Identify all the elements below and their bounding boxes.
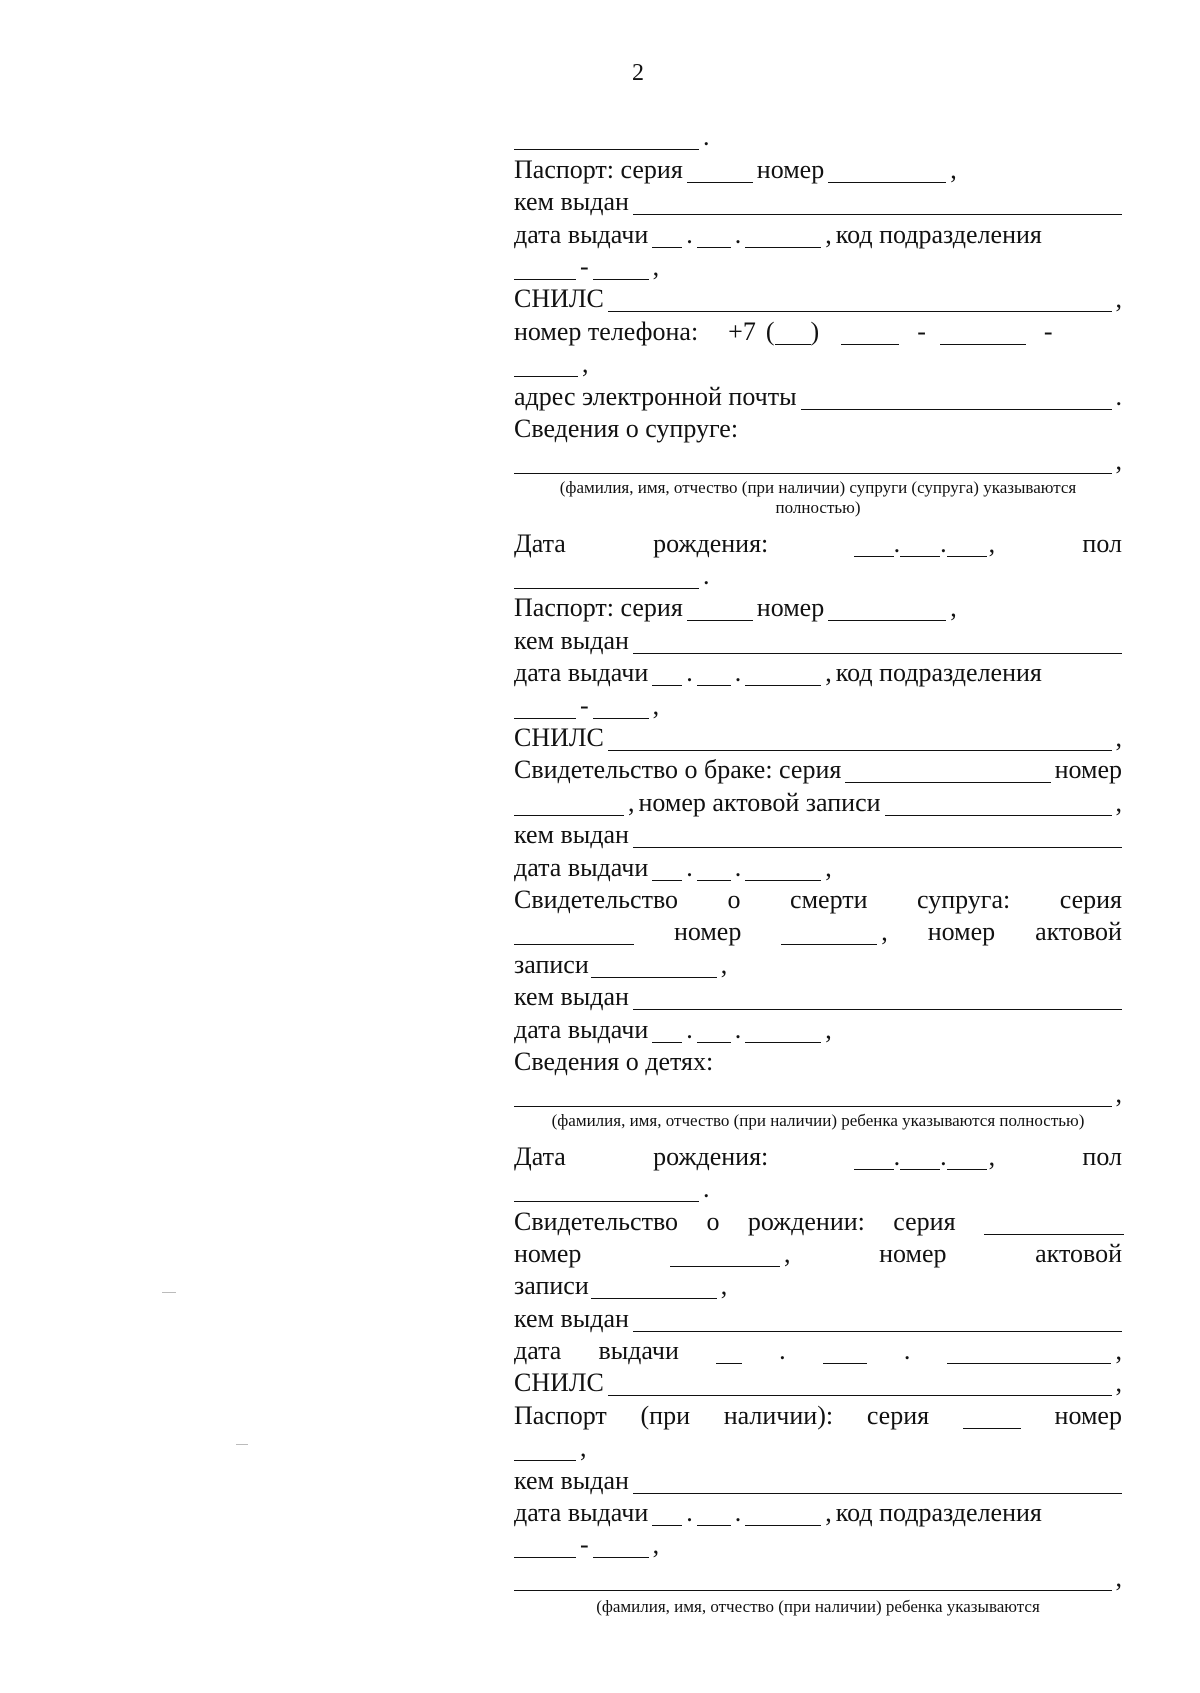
child-issue-month-field[interactable]	[697, 1505, 731, 1526]
birth-cert-series-field[interactable]	[984, 1214, 1124, 1235]
applicant-phone-continuation-line: ,	[512, 345, 1124, 377]
phone-prefix: +7	[728, 316, 756, 346]
death-cert-number-field[interactable]	[781, 924, 877, 945]
death-cert-number-line: номер , номер актовой	[512, 913, 1124, 945]
marriage-cert-series-field[interactable]	[845, 762, 1050, 783]
child-sex-field[interactable]	[514, 1181, 699, 1202]
child-division-code-line: - ,	[512, 1526, 1124, 1558]
spouse-division-code-part2-field[interactable]	[593, 698, 649, 719]
marriage-cert-number-line: , номер актовой записи ,	[512, 783, 1124, 815]
child-sex-line: .	[512, 1170, 1124, 1202]
spouse-issued-by-line: кем выдан	[512, 621, 1124, 653]
child-birth-year-field[interactable]	[947, 1149, 987, 1170]
snils-label: СНИЛС	[514, 284, 604, 314]
child-name-caption: (фамилия, имя, отчество (при наличии) ребенка указываются полностью)	[551, 1111, 1085, 1131]
second-child-name-line: ,	[512, 1558, 1124, 1590]
spouse-name-caption-wrap	[512, 474, 1124, 522]
phone-area-code-field[interactable]	[775, 324, 811, 345]
death-cert-issued-by-field[interactable]	[633, 989, 1122, 1010]
spouse-birth-date-line	[512, 524, 1124, 556]
phone-part2-field[interactable]	[940, 324, 1026, 345]
children-info-label: Сведения о детях:	[514, 1046, 714, 1076]
phone-label: номер телефона:	[514, 316, 699, 346]
spouse-passport-line: Паспорт: серия номер ,	[514, 593, 957, 623]
spouse-issued-by-field[interactable]	[633, 633, 1122, 654]
sex-label: пол	[1082, 528, 1122, 558]
spouse-name-caption: (фамилия, имя, отчество (при наличии) супруги (супруга) указываются полностью)	[559, 478, 1077, 518]
applicant-issued-by-line	[512, 183, 1124, 215]
child-division-code-part2-field[interactable]	[593, 1537, 649, 1558]
spouse-birth-month-field[interactable]	[900, 536, 940, 557]
birth-cert-number-line: номер , номер актовой	[514, 1238, 1122, 1268]
spouse-issue-date-line: дата выдачи . . , код подразделения	[514, 658, 1042, 688]
birth-date-word1: Дата	[514, 528, 566, 558]
spouse-full-name-field[interactable]	[514, 453, 1112, 474]
passport-number-label: номер	[756, 154, 825, 184]
child-passport-number-line: ,	[512, 1429, 1124, 1461]
marriage-cert-issued-by-field[interactable]	[633, 827, 1122, 848]
spouse-passport-number-field[interactable]	[828, 600, 946, 621]
passport-series-label: Паспорт: серия	[514, 154, 683, 184]
child-name-line: ,	[512, 1075, 1124, 1107]
previous-field-line: .	[512, 118, 1124, 150]
child-issue-day-field[interactable]	[652, 1505, 682, 1526]
spouse-name-line: ,	[512, 442, 1124, 474]
application-form	[512, 118, 1124, 1623]
spouse-issue-month-field[interactable]	[697, 665, 731, 686]
death-cert-issued-by-line: кем выдан	[512, 978, 1124, 1010]
birth-cert-line: Свидетельство о рождении: серия	[512, 1202, 1124, 1234]
spouse-snils-line: СНИЛС ,	[514, 723, 1122, 753]
marriage-cert-label: Свидетельство о браке: серия	[514, 755, 842, 785]
children-heading	[512, 1043, 1124, 1075]
birth-issue-year-group: ,	[945, 1338, 1124, 1364]
issue-day-field[interactable]	[652, 227, 682, 248]
birth-date-word2: рождения:	[653, 528, 769, 558]
child-passport-issued-by-line: кем выдан	[512, 1461, 1124, 1493]
marriage-issue-month-field[interactable]	[697, 860, 731, 881]
applicant-email-line: адрес электронной почты .	[514, 381, 1122, 411]
email-field[interactable]	[801, 389, 1112, 410]
death-issue-day-field[interactable]	[652, 1022, 682, 1043]
death-cert-record-line: записи ,	[514, 949, 728, 979]
birth-record-number-field[interactable]	[591, 1278, 717, 1299]
snils-field[interactable]	[608, 291, 1112, 312]
applicant-phone-line: номер телефона: +7 ( ) - -	[514, 316, 1053, 346]
applicant-snils-line: СНИЛС ,	[514, 284, 1122, 314]
spouse-issue-day-field[interactable]	[652, 665, 682, 686]
email-label: адрес электронной почты	[514, 381, 797, 411]
marriage-cert-line: Свидетельство о браке: серия номер	[514, 755, 1122, 785]
birth-issue-month-field[interactable]	[823, 1343, 867, 1364]
death-issue-month-field[interactable]	[697, 1022, 731, 1043]
birth-issue-year-field[interactable]	[947, 1343, 1111, 1364]
birth-cert-issue-date-line: дата выдачи . . ,	[514, 1336, 1122, 1366]
applicant-issue-date-line: дата выдачи . . , код подразделения	[514, 219, 1042, 249]
child-passport-series-field[interactable]	[963, 1408, 1021, 1429]
passport-series-field[interactable]	[687, 162, 753, 183]
division-code-part1-field[interactable]	[514, 259, 576, 280]
child-passport-line: Паспорт (при наличии): серия номер	[514, 1400, 1122, 1430]
issue-year-field[interactable]	[745, 227, 821, 248]
child-full-name-field[interactable]	[514, 1086, 1112, 1107]
spouse-heading	[512, 410, 1124, 442]
scan-artifact-line	[162, 1292, 176, 1293]
issue-month-field[interactable]	[697, 227, 731, 248]
division-code-part2-field[interactable]	[593, 259, 649, 280]
spouse-passport-series-field[interactable]	[687, 600, 753, 621]
child-passport-issued-by-field[interactable]	[633, 1473, 1122, 1494]
spouse-birth-date-fields: . . ,	[854, 531, 998, 557]
child-division-code-part1-field[interactable]	[514, 1537, 576, 1558]
marriage-record-number-field[interactable]	[885, 795, 1112, 816]
issue-date-label: дата выдачи	[514, 219, 649, 249]
birth-cert-record-line: записи ,	[514, 1271, 728, 1301]
division-code-label: код подразделения	[835, 219, 1042, 249]
spouse-issue-year-field[interactable]	[745, 665, 821, 686]
child-snils-field[interactable]	[608, 1375, 1112, 1396]
birth-cert-issued-by-line: кем выдан	[512, 1299, 1124, 1331]
spouse-sex-line: .	[512, 557, 1124, 589]
page-number: 2	[632, 60, 644, 86]
child-birth-month-field[interactable]	[900, 1149, 940, 1170]
spouse-info-label: Сведения о супруге:	[514, 413, 739, 443]
passport-number-field[interactable]	[828, 162, 946, 183]
child-birth-date-fields: . . ,	[854, 1144, 998, 1170]
phone-part1-field[interactable]	[841, 324, 899, 345]
issued-by-label: кем выдан	[514, 187, 629, 217]
child-passport-number-field[interactable]	[514, 1440, 576, 1461]
marriage-cert-issue-date-line: дата выдачи . . ,	[514, 852, 832, 882]
spouse-snils-field[interactable]	[608, 730, 1112, 751]
issued-by-field[interactable]	[633, 194, 1122, 215]
spouse-division-code-line: - ,	[512, 686, 1124, 718]
child-birth-date-line: Дата рождения: . . , пол	[514, 1141, 1122, 1171]
spouse-birth-year-field[interactable]	[947, 536, 987, 557]
child-snils-line: СНИЛС ,	[514, 1368, 1122, 1398]
second-child-full-name-field[interactable]	[514, 1570, 1112, 1591]
applicant-division-code-line: - ,	[512, 248, 1124, 280]
marriage-issue-day-field[interactable]	[652, 860, 682, 881]
second-child-caption-wrap	[512, 1591, 1124, 1621]
death-cert-line: Свидетельство о смерти супруга: серия	[514, 884, 1122, 914]
marriage-cert-number-field[interactable]	[514, 795, 624, 816]
death-cert-number-group: ,	[779, 919, 890, 945]
second-child-name-caption: (фамилия, имя, отчество (при наличии) ребенка указываются	[596, 1596, 1040, 1616]
birth-cert-issued-by-field[interactable]	[633, 1311, 1122, 1332]
record-number-label: номер актовой записи	[638, 787, 881, 817]
death-cert-issue-date-line: дата выдачи . . ,	[514, 1014, 832, 1044]
scan-artifact-line	[236, 1444, 248, 1445]
spouse-sex-field[interactable]	[514, 568, 699, 589]
death-record-number-field[interactable]	[591, 957, 717, 978]
child-issue-year-field[interactable]	[745, 1505, 821, 1526]
phone-part3-field[interactable]	[514, 356, 578, 377]
spouse-birth-day-field[interactable]	[854, 536, 894, 557]
birth-cert-number-group: ,	[668, 1241, 793, 1267]
applicant-passport-line: Паспорт: серия номер ,	[514, 154, 957, 184]
death-cert-series-field[interactable]	[514, 924, 634, 945]
death-issue-year-field[interactable]	[745, 1022, 821, 1043]
child-name-caption-wrap	[512, 1107, 1124, 1135]
child-birth-day-field[interactable]	[854, 1149, 894, 1170]
birth-issue-day-field[interactable]	[716, 1343, 742, 1364]
spouse-division-code-part1-field[interactable]	[514, 698, 576, 719]
birth-cert-number-field[interactable]	[670, 1246, 780, 1267]
child-passport-issue-date-line: дата выдачи . . , код подразделения	[514, 1498, 1042, 1528]
marriage-issue-year-field[interactable]	[745, 860, 821, 881]
marriage-cert-issued-by-line: кем выдан	[512, 816, 1124, 848]
previous-field-blank[interactable]	[514, 129, 699, 150]
